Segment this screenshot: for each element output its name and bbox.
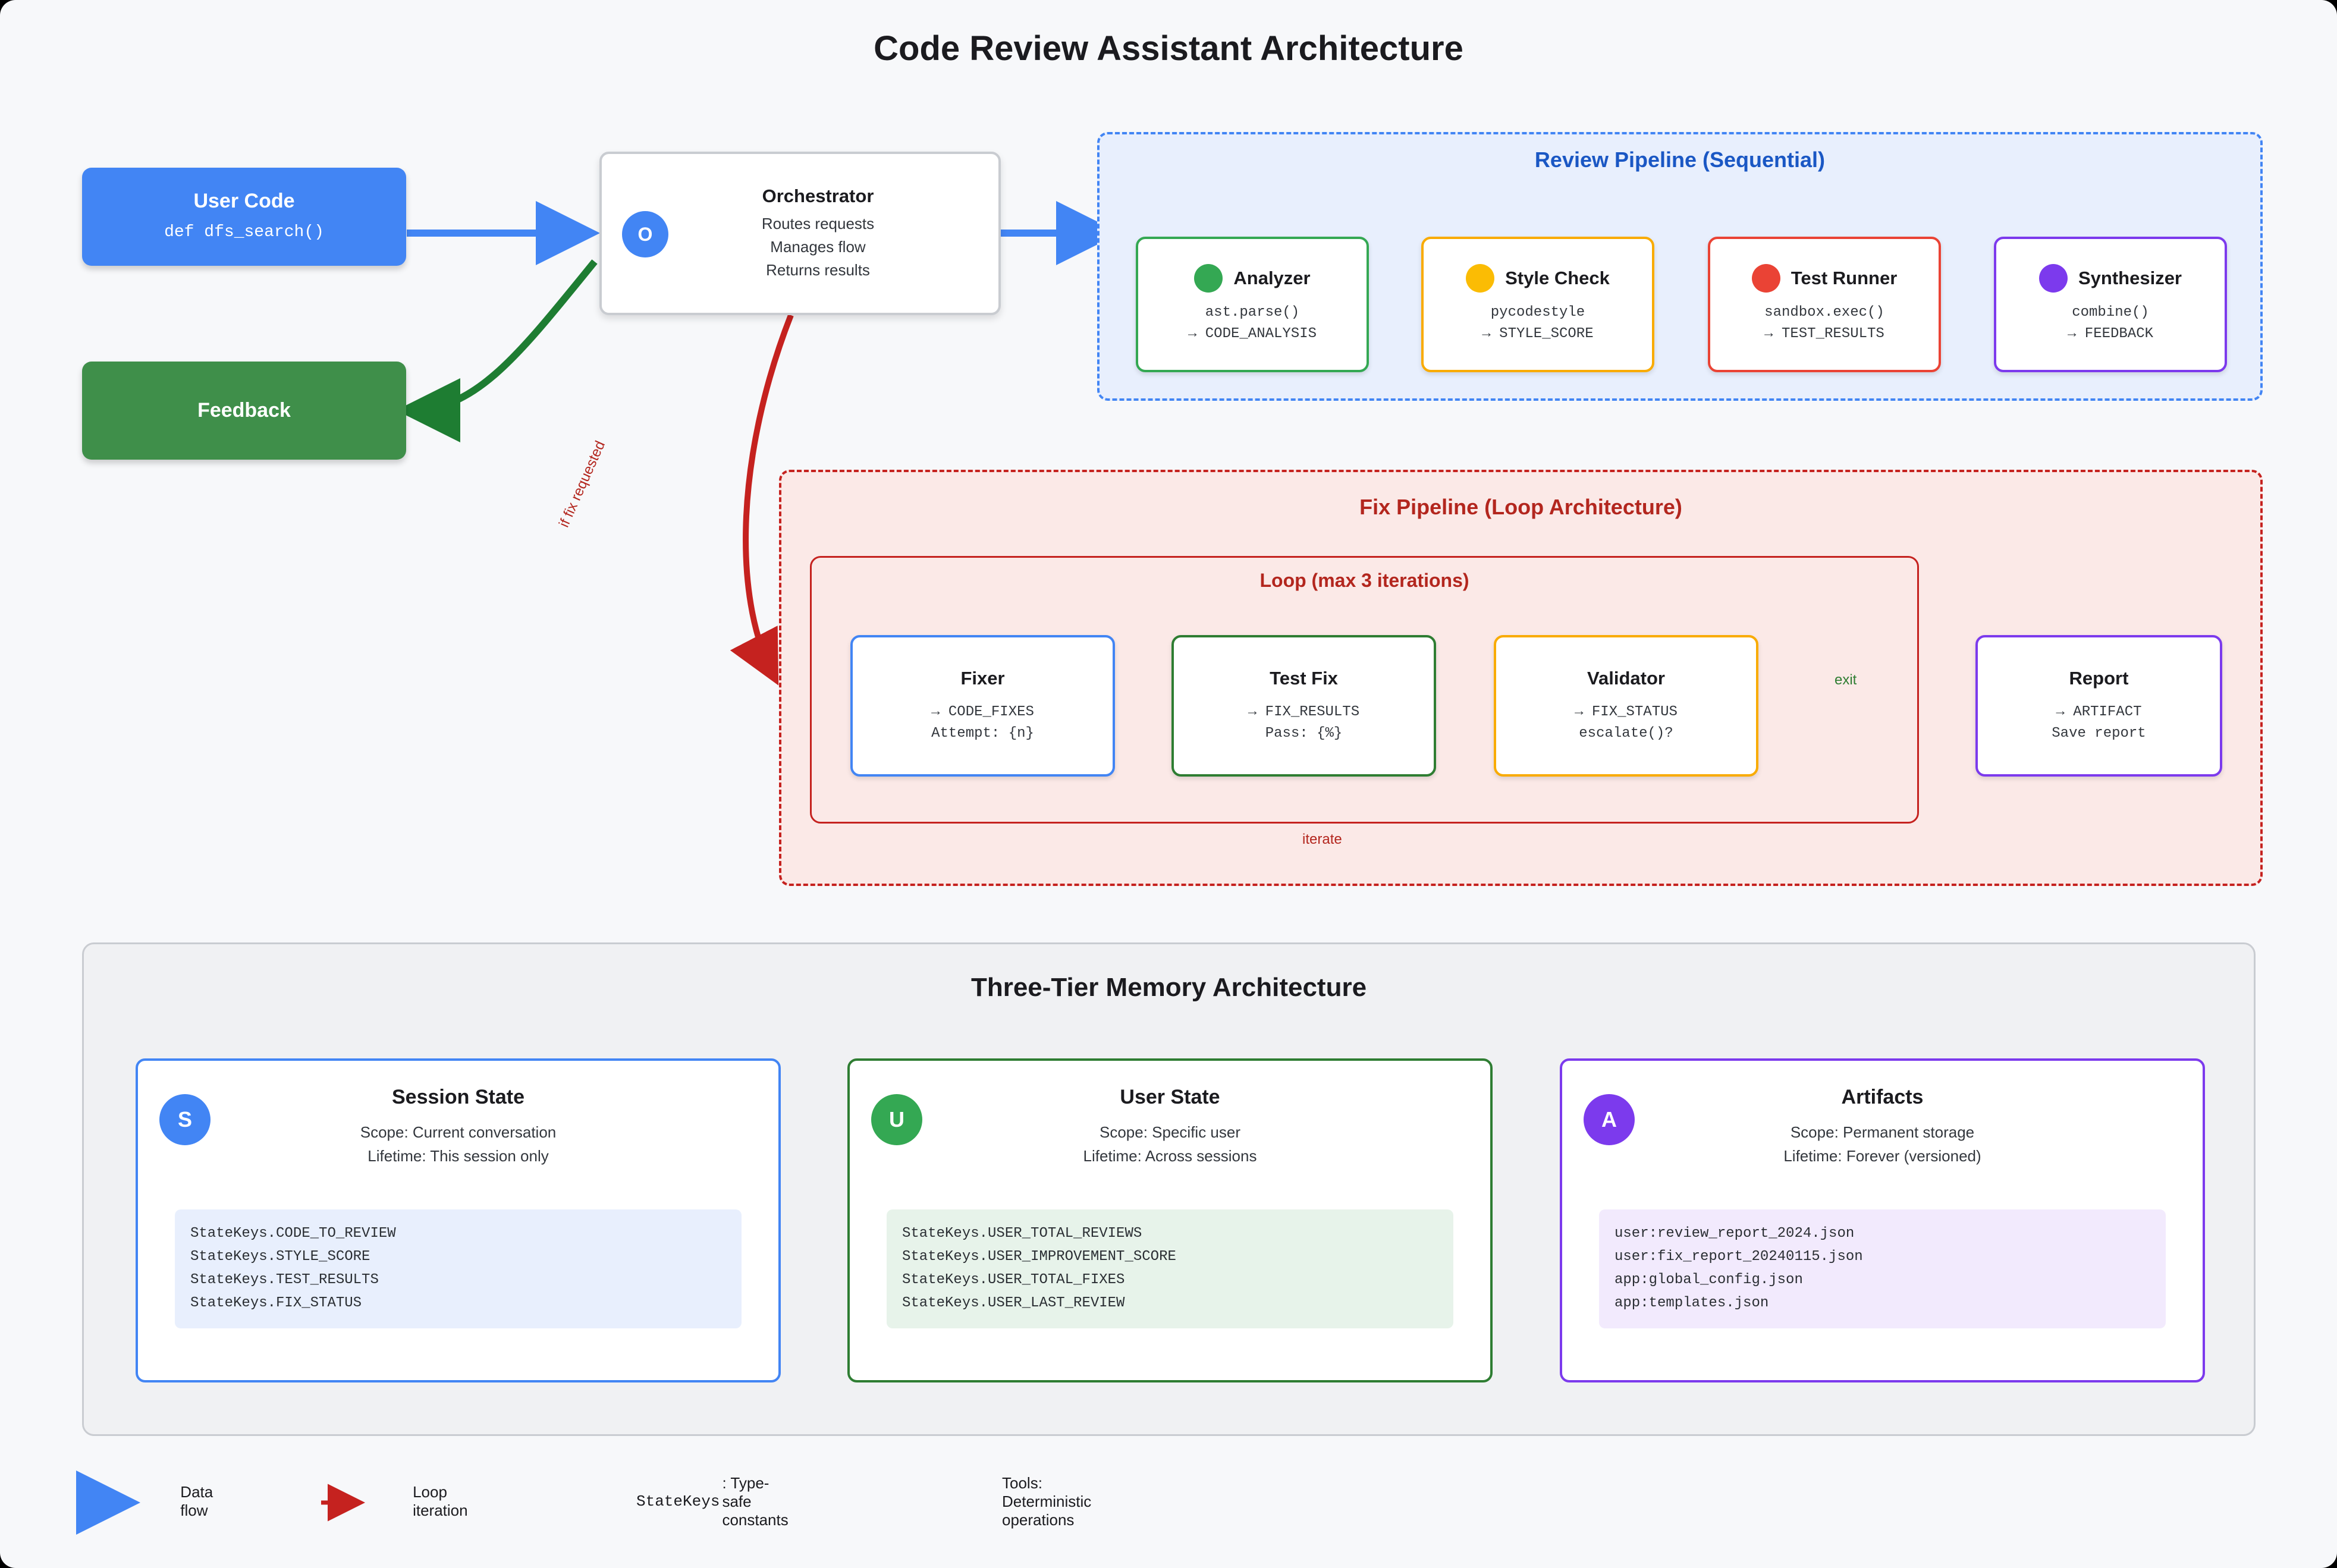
user-scope-line: Scope: Specific user: [1099, 1123, 1240, 1141]
artifacts-key-3: app:templates.json: [1614, 1294, 1769, 1311]
node-user-code[interactable]: [82, 168, 406, 266]
node-report[interactable]: [1975, 635, 2222, 777]
node-style-check-line-2: → STYLE_SCORE: [1482, 326, 1594, 342]
group-loop-title: Loop (max 3 iterations): [1259, 570, 1469, 591]
legend-data-flow-label: Data flow: [180, 1483, 213, 1519]
node-analyzer-line-1: ast.parse(): [1205, 304, 1300, 320]
memory-card-user-state[interactable]: [847, 1058, 1493, 1382]
node-orchestrator-line-2: Manages flow: [770, 238, 866, 256]
node-feedback-title: Feedback: [197, 399, 291, 422]
orchestrator-badge-icon: O: [622, 211, 668, 257]
artifacts-key-2: app:global_config.json: [1614, 1271, 1803, 1288]
node-test-runner-line-2: → TEST_RESULTS: [1764, 326, 1884, 342]
memory-card-session-state-keys: [175, 1209, 742, 1328]
memory-card-artifacts-title: Artifacts: [1841, 1086, 1924, 1108]
memory-card-artifacts-keys: [1599, 1209, 2166, 1328]
node-validator-line-1: → FIX_STATUS: [1575, 704, 1678, 721]
memory-card-session-state[interactable]: [136, 1058, 781, 1382]
node-fixer[interactable]: [850, 635, 1115, 777]
session-scope-line: Scope: Current conversation: [360, 1123, 557, 1141]
synthesizer-status-icon: [2039, 264, 2068, 293]
node-fixer-line-2: Attempt: {n}: [931, 725, 1034, 742]
user-lifetime-line: Lifetime: Across sessions: [1083, 1147, 1257, 1165]
analyzer-status-icon: [1194, 264, 1223, 293]
node-synthesizer-title: Synthesizer: [2078, 267, 2182, 288]
session-key-2: StateKeys.TEST_RESULTS: [190, 1271, 379, 1288]
memory-card-session-state-title: Session State: [392, 1086, 524, 1108]
artifacts-key-1: user:fix_report_20240115.json: [1614, 1248, 1863, 1265]
memory-section-title: Three-Tier Memory Architecture: [970, 973, 1367, 1002]
user-key-2: StateKeys.USER_TOTAL_FIXES: [902, 1271, 1125, 1288]
node-validator-line-2: escalate()?: [1579, 725, 1673, 742]
artifacts-lifetime-line: Lifetime: Forever (versioned): [1783, 1147, 1981, 1165]
artifacts-badge-icon: A: [1584, 1094, 1635, 1145]
legend-loop-iteration-label: Loop iteration: [413, 1483, 468, 1519]
node-report-line-1: → ARTIFACT: [2056, 704, 2142, 721]
legend-item-tools: [1002, 1473, 1092, 1529]
legend-item-loop-iteration: [369, 1484, 480, 1519]
node-test-runner[interactable]: [1708, 237, 1941, 372]
node-style-check-line-1: pycodestyle: [1490, 304, 1585, 320]
page-title: Code Review Assistant Architecture: [874, 29, 1463, 68]
node-orchestrator-line-1: Routes requests: [761, 215, 875, 233]
node-test-fix-title: Test Fix: [1270, 667, 1338, 689]
artifacts-scope-line: Scope: Permanent storage: [1790, 1123, 1975, 1141]
node-analyzer[interactable]: [1136, 237, 1369, 372]
legend-tools-label: Tools: Deterministic operations: [1002, 1473, 1092, 1529]
node-validator[interactable]: [1494, 635, 1758, 777]
node-test-fix[interactable]: [1171, 635, 1436, 777]
node-test-runner-line-1: sandbox.exec(): [1764, 304, 1884, 320]
legend-item-statekeys: [636, 1473, 789, 1529]
session-state-badge-icon: S: [159, 1094, 211, 1145]
label-exit: exit: [1835, 672, 1857, 688]
node-validator-title: Validator: [1587, 667, 1665, 689]
style-check-status-icon: [1466, 264, 1494, 293]
legend-item-data-flow: [137, 1484, 227, 1519]
node-orchestrator-title: Orchestrator: [762, 185, 874, 206]
session-key-1: StateKeys.STYLE_SCORE: [190, 1248, 370, 1265]
legend-statekeys-mono: StateKeys: [636, 1492, 720, 1510]
memory-card-session-state-scope: [138, 1120, 778, 1168]
user-key-0: StateKeys.USER_TOTAL_REVIEWS: [902, 1226, 1142, 1242]
artifacts-key-0: user:review_report_2024.json: [1614, 1226, 1855, 1242]
node-synthesizer-line-1: combine(): [2072, 304, 2149, 320]
memory-card-artifacts[interactable]: [1560, 1058, 2205, 1382]
group-review-pipeline-title: Review Pipeline (Sequential): [1534, 147, 1826, 172]
node-style-check-title: Style Check: [1505, 267, 1610, 288]
memory-card-artifacts-scope: [1562, 1120, 2203, 1168]
node-feedback[interactable]: [82, 362, 406, 460]
session-key-3: StateKeys.FIX_STATUS: [190, 1294, 362, 1311]
label-if-fix-requested: if fix requested: [556, 438, 609, 530]
node-test-fix-line-1: → FIX_RESULTS: [1248, 704, 1360, 721]
node-synthesizer[interactable]: [1994, 237, 2227, 372]
group-fix-pipeline-title: Fix Pipeline (Loop Architecture): [1359, 495, 1682, 519]
label-iterate: iterate: [1302, 831, 1342, 847]
node-user-code-title: User Code: [193, 190, 295, 213]
user-state-badge-icon: U: [871, 1094, 922, 1145]
memory-card-user-state-scope: [850, 1120, 1490, 1168]
session-lifetime-line: Lifetime: This session only: [367, 1147, 549, 1165]
user-key-3: StateKeys.USER_LAST_REVIEW: [902, 1294, 1125, 1311]
memory-card-user-state-title: User State: [1120, 1086, 1220, 1108]
node-analyzer-line-2: → CODE_ANALYSIS: [1188, 326, 1317, 342]
node-test-runner-title: Test Runner: [1791, 267, 1898, 288]
user-key-1: StateKeys.USER_IMPROVEMENT_SCORE: [902, 1248, 1176, 1265]
node-analyzer-title: Analyzer: [1233, 267, 1311, 288]
node-report-title: Report: [2069, 667, 2129, 689]
node-style-check[interactable]: [1421, 237, 1654, 372]
node-user-code-code: def dfs_search(): [164, 222, 324, 241]
node-fixer-title: Fixer: [960, 667, 1005, 689]
node-orchestrator-line-3: Returns results: [766, 261, 870, 279]
node-synthesizer-line-2: → FEEDBACK: [2067, 326, 2154, 342]
node-report-line-2: Save report: [2052, 725, 2146, 742]
legend-statekeys-label: : Type-safe constants: [722, 1473, 789, 1529]
node-test-fix-line-2: Pass: {%}: [1265, 725, 1343, 742]
test-runner-status-icon: [1752, 264, 1780, 293]
memory-card-user-state-keys: [887, 1209, 1453, 1328]
node-fixer-line-1: → CODE_FIXES: [931, 704, 1034, 721]
session-key-0: StateKeys.CODE_TO_REVIEW: [190, 1226, 396, 1242]
